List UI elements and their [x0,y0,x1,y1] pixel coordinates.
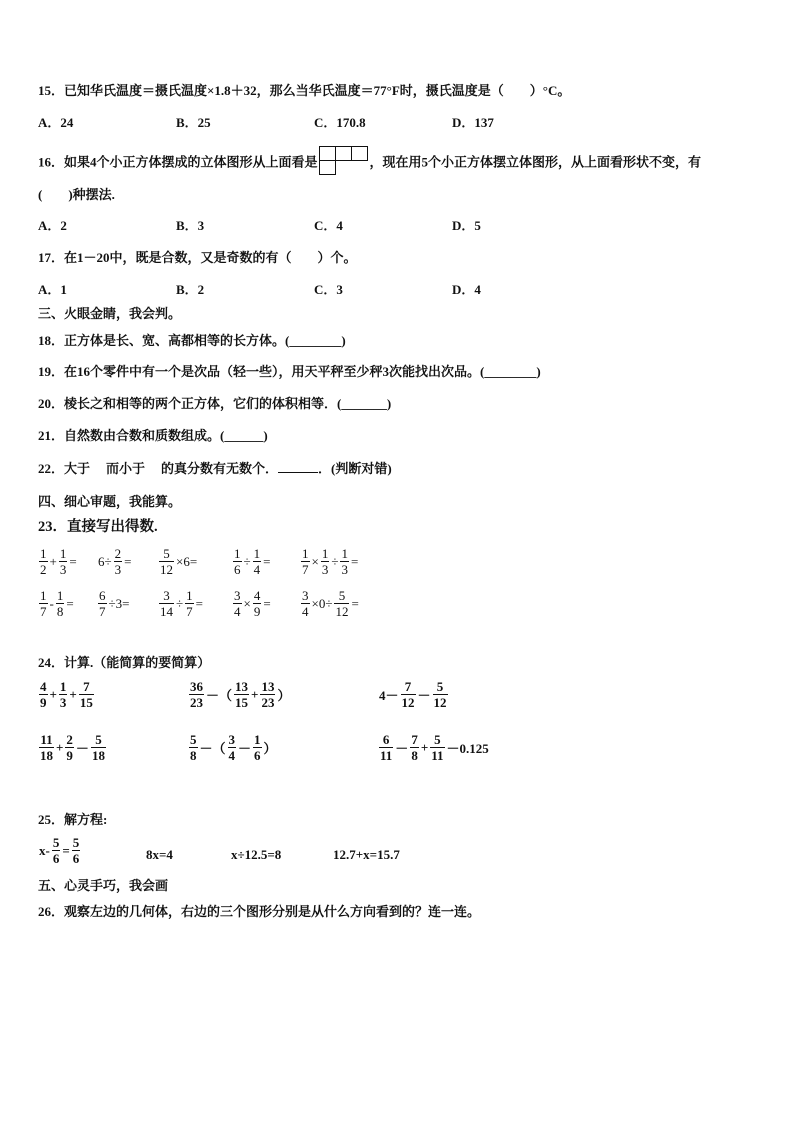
fraction [253,733,262,762]
fraction [410,733,419,762]
expression-text: = [263,595,271,611]
section-3-heading: 三、火眼金睛，我会判。 [38,306,182,321]
numerator: 1 [234,546,241,561]
q23-expression [232,589,272,618]
expression-text: = [62,842,70,858]
fraction [189,680,204,709]
denominator: 23 [261,695,275,710]
q17-option-d: D．4 [452,282,481,297]
fraction [189,733,198,762]
q22-part-d: ．(判断对错) [318,461,392,476]
q24-expression [378,680,449,709]
fraction [401,680,416,709]
fraction [98,589,107,618]
numerator: 3 [302,588,309,603]
numerator: 5 [338,588,346,603]
fraction [159,547,174,576]
top-view-grid-figure [320,146,368,175]
numerator: 5 [436,679,444,694]
fraction [59,680,68,709]
numerator: 3 [228,732,236,747]
q25-equation [230,847,282,863]
fraction [321,547,330,576]
denominator: 9 [253,604,261,619]
numerator: 1 [40,588,47,603]
fraction [59,547,68,576]
fraction [39,680,48,709]
denominator: 15 [235,695,249,710]
q24-expression [188,680,291,709]
expression-text: × [243,595,251,611]
q22-answer-blank[interactable] [278,472,318,473]
denominator: 7 [302,562,309,577]
expression-text: －0.125 [446,741,489,756]
expression-text: ÷3= [108,595,130,611]
q17-option-c: C．3 [314,282,343,297]
expression-text: 6÷ [98,553,112,569]
expression-text: + [49,553,57,569]
expression-text: = [66,595,74,611]
fraction [433,680,448,709]
denominator: 3 [114,562,122,577]
expression-text: － [238,741,252,756]
q23-expression [232,547,271,576]
q16-line1 [38,149,701,178]
denominator: 14 [160,604,173,619]
fraction [253,589,262,618]
expression-text: + [56,739,64,755]
denominator: 12 [160,562,173,577]
fraction [185,589,194,618]
expression-text: ） [263,741,277,756]
fraction [301,589,310,618]
expression-text: = [350,553,359,569]
numerator: 5 [95,732,102,747]
section-4-heading: 四、细心审题，我能算。 [38,494,182,509]
denominator: 18 [91,748,105,763]
q26-text: 26．观察左边的几何体，右边的三个图形分别是从什么方向看到的？连一连。 [38,904,481,919]
numerator: 2 [114,546,122,561]
expression-text: + [251,686,259,702]
numerator: 5 [52,835,60,850]
numerator: 1 [59,546,67,561]
numerator: 5 [434,732,441,747]
fraction [379,733,393,762]
expression-text: ÷ [176,595,184,611]
q25-equation [38,836,81,865]
expression-text: = [69,553,77,569]
q17-option-b: B．2 [176,282,205,297]
fraction [52,836,61,865]
q20-text: 20．棱长之和相等的两个正方体，它们的体积相等．(_______) [38,396,392,411]
numerator: 36 [190,679,203,694]
denominator: 23 [190,695,203,710]
numerator: 5 [72,835,80,850]
q22-text [38,460,392,478]
q23-expression [38,547,78,576]
numerator: 1 [59,679,67,694]
denominator: 6 [234,562,241,577]
q16-text-b: ，现在用5个小正方体摆立体图形，从上面看形状不变，有 [369,154,702,170]
fraction [334,589,349,618]
numerator: 1 [186,588,193,603]
fraction [340,547,349,576]
q25-equation [332,847,401,863]
denominator: 11 [380,748,393,763]
q16-option-b: B．3 [176,218,205,233]
denominator: 2 [40,562,47,577]
denominator: 3 [321,562,329,577]
q16-option-d: D．5 [452,218,481,233]
numerator: 6 [382,732,390,747]
numerator: 5 [163,546,170,561]
q19-text: 19．在16个零件中有一个是次品（轻一些），用天平秤至少秤3次能找出次品。(________) [38,364,541,379]
numerator: 1 [302,546,309,561]
fraction [260,680,275,709]
denominator: 7 [186,604,193,619]
denominator: 8 [411,748,418,763]
numerator: 11 [40,732,53,747]
numerator: 1 [341,546,348,561]
q23-expression [97,589,130,618]
expression-text: = [124,553,132,569]
denominator: 3 [59,695,67,710]
q23-expression [158,547,198,576]
expression-text: + [69,686,77,702]
q15-text: 15．已知华氏温度＝摄氏温度×1.8＋32，那么当华氏温度＝77°F时，摄氏温度是（ ）°C。 [38,83,571,98]
numerator: 4 [253,588,261,603]
numerator: 2 [66,732,73,747]
numerator: 1 [321,546,329,561]
numerator: 3 [234,588,241,603]
expression-text: × [311,553,319,569]
q25-title: 25．解方程: [38,812,108,827]
q16-text-a: 16．如果4个小正方体摆成的立体图形从上面看是 [38,154,318,170]
q21-text: 21．自然数由合数和质数组成。(______) [38,428,268,443]
expression-text: － [417,688,431,703]
q23-expression [300,589,360,618]
expression-text: ） [277,688,291,703]
denominator: 12 [433,695,447,710]
numerator: 5 [190,732,197,747]
fraction [39,547,48,576]
q23-expression [300,547,359,576]
denominator: 12 [401,695,415,710]
expression-text: + [49,686,57,702]
expression-text: 4－ [379,688,399,703]
denominator: 6 [52,851,60,866]
expression-text: = [263,553,271,569]
fraction [91,733,106,762]
q17-text: 17．在1－20中，既是合数，又是奇数的有（ ）个。 [38,250,357,265]
expression-text: －（ [206,688,233,703]
fraction [233,589,242,618]
numerator: 4 [40,679,47,694]
numerator: 13 [235,679,249,694]
q16-line2: ( )种摆法. [38,187,115,202]
q23-expression [38,589,75,618]
expression-text: ×0÷ [311,595,333,611]
denominator: 4 [302,604,309,619]
q15-option-b: B．25 [176,115,211,130]
q24-expression [38,733,107,762]
denominator: 7 [40,604,47,619]
expression-text: ÷ [331,553,339,569]
q16-option-a: A．2 [38,218,67,233]
section-5-heading: 五、心灵手巧，我会画 [38,878,169,893]
q24-expression [378,733,490,762]
denominator: 18 [40,748,53,763]
q23-title: 23．直接写出得数. [38,519,158,535]
numerator: 1 [56,588,64,603]
fraction [65,733,74,762]
numerator: 1 [40,546,47,561]
fraction [79,680,94,709]
numerator: 1 [254,732,261,747]
expression-text: －（ [199,741,226,756]
expression-text: x÷12.5=8 [231,847,282,862]
expression-text: = [351,595,359,611]
expression-text: + [420,739,429,755]
q23-expression [158,589,204,618]
fraction [430,733,444,762]
expression-text: 8x=4 [146,847,173,862]
fraction [39,733,54,762]
fraction [72,836,81,865]
fraction [234,680,249,709]
denominator: 7 [99,604,106,619]
numerator: 7 [404,679,412,694]
numerator: 7 [411,732,418,747]
denominator: 15 [79,695,93,710]
denominator: 8 [56,604,64,619]
q15-option-c: C．170.8 [314,115,366,130]
denominator: 8 [190,748,197,763]
q16-option-c: C．4 [314,218,343,233]
q15-option-d: D．137 [452,115,494,130]
q22-part-c: 的真分数有无数个． [161,461,279,476]
fraction [301,547,310,576]
expression-text: - [49,595,54,611]
denominator: 9 [66,748,73,763]
denominator: 4 [228,748,236,763]
expression-text: = [195,595,203,611]
denominator: 6 [72,851,80,866]
denominator: 3 [59,562,67,577]
expression-text: － [395,741,409,756]
fraction [228,733,237,762]
denominator: 11 [431,748,444,763]
expression-text: ÷ [243,553,251,569]
q15-option-a: A．24 [38,115,74,130]
fraction [114,547,123,576]
numerator: 6 [99,588,106,603]
q17-option-a: A．1 [38,282,67,297]
expression-text: 12.7+x=15.7 [333,847,400,862]
q24-expression [38,680,95,709]
fraction [39,589,48,618]
q22-part-b: 而小于 [106,461,146,476]
denominator: 3 [341,562,348,577]
denominator: 4 [234,604,241,619]
expression-text: － [75,741,89,756]
q24-title: 24．计算.（能简算的要简算） [38,655,211,670]
q22-part-a: 22．大于 [38,461,91,476]
q25-equation [145,847,174,863]
expression-text: x- [39,842,50,858]
numerator: 7 [83,679,90,694]
fraction [56,589,65,618]
expression-text: ×6= [176,553,198,569]
q23-expression [97,547,132,576]
denominator: 12 [335,604,349,619]
q24-expression [188,733,278,762]
fraction [159,589,174,618]
fraction [233,547,242,576]
numerator: 3 [163,588,170,603]
numerator: 1 [253,546,261,561]
numerator: 13 [261,679,275,694]
denominator: 6 [254,748,261,763]
denominator: 9 [40,695,47,710]
fraction [253,547,262,576]
denominator: 4 [253,562,261,577]
q18-text: 18．正方体是长、宽、高都相等的长方体。(________) [38,333,346,348]
